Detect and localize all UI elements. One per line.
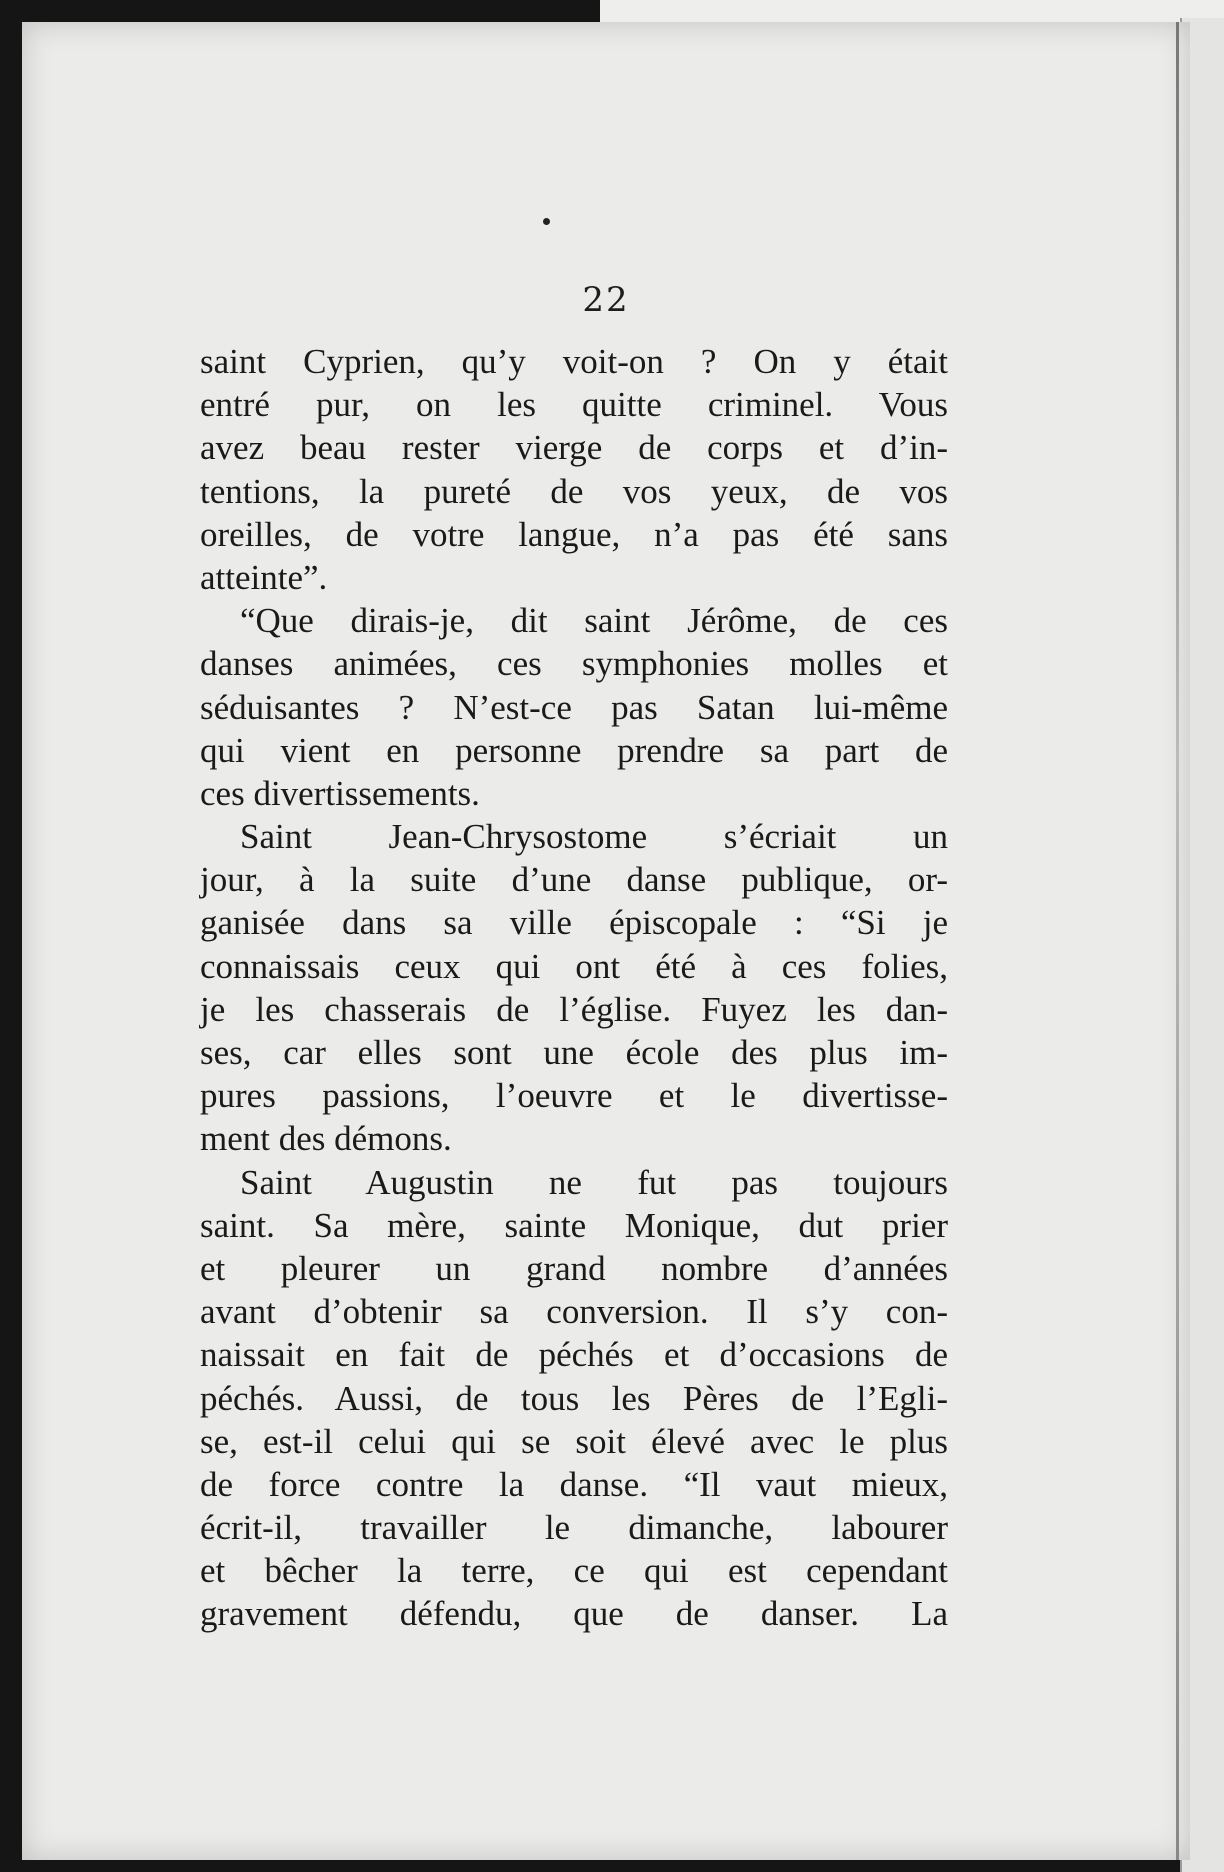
text-line: saint. Sa mère, sainte Monique, dut prier: [200, 1205, 948, 1245]
text-line: pures passions, l’oeuvre et le divertisse-: [200, 1076, 948, 1116]
text-line: entré pur, on les quitte criminel. Vous: [200, 385, 948, 425]
text-line: et pleurer un grand nombre d’années: [200, 1248, 948, 1288]
text-line: péchés. Aussi, de tous les Pères de l’Egli-: [200, 1378, 948, 1418]
text-line: atteinte”.: [200, 557, 328, 597]
text-line: je les chasserais de l’église. Fuyez les dan-: [200, 989, 948, 1029]
text-line: naissait en fait de péchés et d’occasions de: [200, 1335, 948, 1375]
text-line: connaissais ceux qui ont été à ces folies,: [200, 946, 948, 986]
text-line: avant d’obtenir sa conversion. Il s’y con-: [200, 1292, 948, 1332]
text-line: se, est-il celui qui se soit élevé avec le plus: [200, 1421, 948, 1461]
text-line: jour, à la suite d’une danse publique, or-: [200, 860, 948, 900]
page-number: 22: [582, 280, 630, 320]
text-line: ces divertissements.: [200, 773, 480, 813]
text-line: oreilles, de votre langue, n’a pas été sans: [200, 514, 948, 554]
text-line: Saint Jean-Chrysostome s’écriait un: [240, 817, 948, 857]
text-line: ment des démons.: [200, 1119, 452, 1159]
text-line: saint Cyprien, qu’y voit-on ? On y était: [200, 342, 948, 381]
text-line: gravement défendu, que de danser. La: [200, 1594, 948, 1634]
text-line: avez beau rester vierge de corps et d’in-: [200, 428, 948, 468]
text-line: Saint Augustin ne fut pas toujours: [240, 1162, 948, 1202]
body-text: [200, 340, 948, 1636]
text-line: écrit-il, travailler le dimanche, labourer: [200, 1508, 948, 1548]
text-line: ganisée dans sa ville épiscopale : “Si je: [200, 903, 948, 943]
text-line: séduisantes ? N’est-ce pas Satan lui-même: [200, 687, 948, 727]
text-line: ses, car elles sont une école des plus im-: [200, 1033, 948, 1072]
ink-speck: [543, 218, 550, 225]
page-fold: [1176, 22, 1179, 1860]
text-line: de force contre la danse. “Il vaut mieux,: [200, 1464, 948, 1504]
text-line: et bêcher la terre, ce qui est cependant: [200, 1551, 948, 1591]
text-line: danses animées, ces symphonies molles et: [200, 644, 948, 684]
text-line: qui vient en personne prendre sa part de: [200, 730, 948, 770]
text-line: “Que dirais-je, dit saint Jérôme, de ces: [240, 601, 948, 641]
text-line: tentions, la pureté de vos yeux, de vos: [200, 471, 948, 511]
